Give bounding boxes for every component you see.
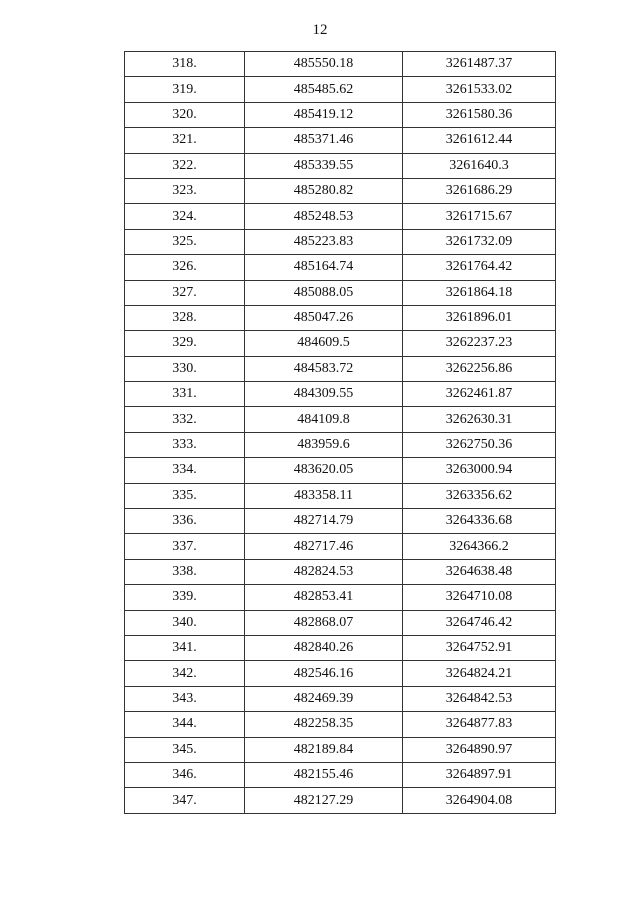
row-index-cell: 328. xyxy=(125,305,245,330)
x-coordinate-cell: 482717.46 xyxy=(245,534,403,559)
x-coordinate-cell: 482258.35 xyxy=(245,712,403,737)
table-row xyxy=(125,52,556,77)
y-coordinate-cell: 3264638.48 xyxy=(403,559,556,584)
x-coordinate-cell: 483358.11 xyxy=(245,483,403,508)
y-coordinate-cell: 3264710.08 xyxy=(403,585,556,610)
y-coordinate-cell: 3261686.29 xyxy=(403,178,556,203)
y-coordinate-cell: 3262461.87 xyxy=(403,382,556,407)
row-index-cell: 323. xyxy=(125,178,245,203)
table-row xyxy=(125,153,556,178)
table-row xyxy=(125,635,556,660)
table-row xyxy=(125,407,556,432)
x-coordinate-cell: 485419.12 xyxy=(245,102,403,127)
page-number: 12 xyxy=(312,22,328,38)
x-coordinate-cell: 485164.74 xyxy=(245,255,403,280)
row-index-cell: 340. xyxy=(125,610,245,635)
row-index-cell: 330. xyxy=(125,356,245,381)
row-index-cell: 321. xyxy=(125,128,245,153)
row-index-cell: 334. xyxy=(125,458,245,483)
row-index-cell: 324. xyxy=(125,204,245,229)
row-index-cell: 345. xyxy=(125,737,245,762)
row-index-cell: 319. xyxy=(125,77,245,102)
y-coordinate-cell: 3261896.01 xyxy=(403,305,556,330)
y-coordinate-cell: 3264897.91 xyxy=(403,762,556,787)
x-coordinate-cell: 485371.46 xyxy=(245,128,403,153)
x-coordinate-cell: 482155.46 xyxy=(245,762,403,787)
y-coordinate-cell: 3262630.31 xyxy=(403,407,556,432)
table-row xyxy=(125,178,556,203)
y-coordinate-cell: 3264746.42 xyxy=(403,610,556,635)
y-coordinate-cell: 3264336.68 xyxy=(403,509,556,534)
y-coordinate-cell: 3264904.08 xyxy=(403,788,556,813)
table-row xyxy=(125,458,556,483)
x-coordinate-cell: 485550.18 xyxy=(245,52,403,77)
y-coordinate-cell: 3264890.97 xyxy=(403,737,556,762)
table-row xyxy=(125,331,556,356)
row-index-cell: 327. xyxy=(125,280,245,305)
table-row xyxy=(125,305,556,330)
x-coordinate-cell: 482868.07 xyxy=(245,610,403,635)
table-row xyxy=(125,788,556,813)
table-row xyxy=(125,762,556,787)
y-coordinate-cell: 3262256.86 xyxy=(403,356,556,381)
y-coordinate-cell: 3261715.67 xyxy=(403,204,556,229)
row-index-cell: 325. xyxy=(125,229,245,254)
y-coordinate-cell: 3264877.83 xyxy=(403,712,556,737)
x-coordinate-cell: 485088.05 xyxy=(245,280,403,305)
row-index-cell: 318. xyxy=(125,52,245,77)
y-coordinate-cell: 3263000.94 xyxy=(403,458,556,483)
table-row xyxy=(125,559,556,584)
coordinate-table-body xyxy=(125,52,556,814)
row-index-cell: 322. xyxy=(125,153,245,178)
y-coordinate-cell: 3264824.21 xyxy=(403,661,556,686)
x-coordinate-cell: 484309.55 xyxy=(245,382,403,407)
table-row xyxy=(125,204,556,229)
x-coordinate-cell: 485485.62 xyxy=(245,77,403,102)
x-coordinate-cell: 483620.05 xyxy=(245,458,403,483)
row-index-cell: 336. xyxy=(125,509,245,534)
row-index-cell: 338. xyxy=(125,559,245,584)
row-index-cell: 347. xyxy=(125,788,245,813)
x-coordinate-cell: 484583.72 xyxy=(245,356,403,381)
table-row xyxy=(125,585,556,610)
row-index-cell: 341. xyxy=(125,635,245,660)
table-row xyxy=(125,610,556,635)
table-row xyxy=(125,712,556,737)
row-index-cell: 326. xyxy=(125,255,245,280)
x-coordinate-cell: 485223.83 xyxy=(245,229,403,254)
table-row xyxy=(125,229,556,254)
y-coordinate-cell: 3261764.42 xyxy=(403,255,556,280)
table-row xyxy=(125,356,556,381)
x-coordinate-cell: 482189.84 xyxy=(245,737,403,762)
row-index-cell: 331. xyxy=(125,382,245,407)
x-coordinate-cell: 485280.82 xyxy=(245,178,403,203)
table-row xyxy=(125,280,556,305)
x-coordinate-cell: 482714.79 xyxy=(245,509,403,534)
row-index-cell: 344. xyxy=(125,712,245,737)
row-index-cell: 329. xyxy=(125,331,245,356)
y-coordinate-cell: 3261612.44 xyxy=(403,128,556,153)
x-coordinate-cell: 482853.41 xyxy=(245,585,403,610)
coordinate-table xyxy=(124,51,556,814)
table-row xyxy=(125,432,556,457)
row-index-cell: 343. xyxy=(125,686,245,711)
y-coordinate-cell: 3263356.62 xyxy=(403,483,556,508)
y-coordinate-cell: 3261864.18 xyxy=(403,280,556,305)
table-row xyxy=(125,661,556,686)
table-row xyxy=(125,509,556,534)
row-index-cell: 332. xyxy=(125,407,245,432)
x-coordinate-cell: 485339.55 xyxy=(245,153,403,178)
x-coordinate-cell: 482824.53 xyxy=(245,559,403,584)
x-coordinate-cell: 482469.39 xyxy=(245,686,403,711)
y-coordinate-cell: 3264752.91 xyxy=(403,635,556,660)
table-row xyxy=(125,255,556,280)
table-row xyxy=(125,737,556,762)
x-coordinate-cell: 485248.53 xyxy=(245,204,403,229)
y-coordinate-cell: 3264366.2 xyxy=(403,534,556,559)
row-index-cell: 333. xyxy=(125,432,245,457)
y-coordinate-cell: 3261487.37 xyxy=(403,52,556,77)
table-row xyxy=(125,483,556,508)
table-row xyxy=(125,534,556,559)
row-index-cell: 337. xyxy=(125,534,245,559)
y-coordinate-cell: 3261640.3 xyxy=(403,153,556,178)
row-index-cell: 346. xyxy=(125,762,245,787)
x-coordinate-cell: 483959.6 xyxy=(245,432,403,457)
table-row xyxy=(125,102,556,127)
x-coordinate-cell: 485047.26 xyxy=(245,305,403,330)
x-coordinate-cell: 482546.16 xyxy=(245,661,403,686)
y-coordinate-cell: 3262750.36 xyxy=(403,432,556,457)
y-coordinate-cell: 3261732.09 xyxy=(403,229,556,254)
y-coordinate-cell: 3261580.36 xyxy=(403,102,556,127)
row-index-cell: 335. xyxy=(125,483,245,508)
table-row xyxy=(125,77,556,102)
y-coordinate-cell: 3262237.23 xyxy=(403,331,556,356)
y-coordinate-cell: 3261533.02 xyxy=(403,77,556,102)
table-row xyxy=(125,128,556,153)
table-row xyxy=(125,382,556,407)
x-coordinate-cell: 484109.8 xyxy=(245,407,403,432)
y-coordinate-cell: 3264842.53 xyxy=(403,686,556,711)
row-index-cell: 339. xyxy=(125,585,245,610)
x-coordinate-cell: 484609.5 xyxy=(245,331,403,356)
x-coordinate-cell: 482127.29 xyxy=(245,788,403,813)
row-index-cell: 342. xyxy=(125,661,245,686)
x-coordinate-cell: 482840.26 xyxy=(245,635,403,660)
row-index-cell: 320. xyxy=(125,102,245,127)
table-row xyxy=(125,686,556,711)
